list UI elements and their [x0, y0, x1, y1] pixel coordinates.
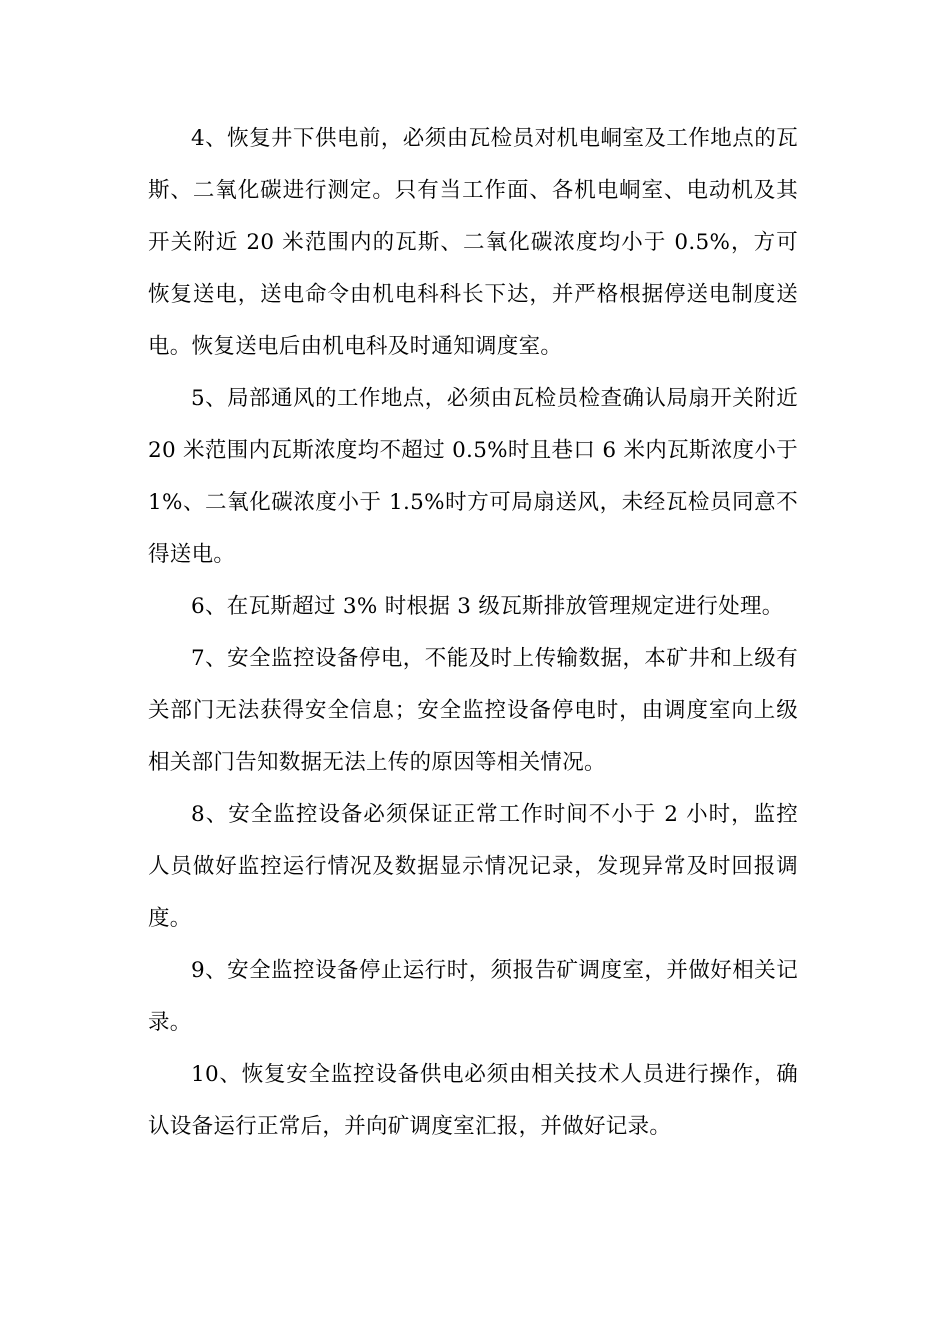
paragraph-item-6: 6、在瓦斯超过 3% 时根据 3 级瓦斯排放管理规定进行处理。: [191, 594, 784, 619]
paragraph-item-7: 7、安全监控设备停电，不能及时上传输数据，本矿井和上级有关部门无法获得安全信息；安全监控设备停电时，由调度室向上级相关部门告知数据无法上传的原因等相关情况。: [148, 646, 798, 775]
paragraph-item-5: 5、局部通风的工作地点，必须由瓦检员检查确认局扇开关附近 20 米范围内瓦斯浓度均不超过 0.5%时且巷口 6 米内瓦斯浓度小于 1%、二氧化碳浓度小于 1.5%时方可局扇送风，未经瓦检员同意不得送电。: [148, 386, 798, 567]
paragraph-item-4: 4、恢复井下供电前，必须由瓦检员对机电峒室及工作地点的瓦斯、二氧化碳进行测定。只有当工作面、各机电峒室、电动机及其开关附近 20 米范围内的瓦斯、二氧化碳浓度均小于 0.5%，方可恢复送电，送电命令由机电科科长下达，并严格根据停送电制度送电。恢复送电后由机电科及时通知调度室。: [148, 126, 798, 359]
paragraph-item-10: 10、恢复安全监控设备供电必须由相关技术人员进行操作，确认设备运行正常后，并向矿调度室汇报，并做好记录。: [148, 1062, 798, 1139]
document-body: [148, 113, 798, 1153]
paragraph-item-8: 8、安全监控设备必须保证正常工作时间不小于 2 小时，监控人员做好监控运行情况及数据显示情况记录，发现异常及时回报调度。: [148, 802, 798, 931]
paragraph-item-9: 9、安全监控设备停止运行时，须报告矿调度室，并做好相关记录。: [148, 958, 798, 1035]
